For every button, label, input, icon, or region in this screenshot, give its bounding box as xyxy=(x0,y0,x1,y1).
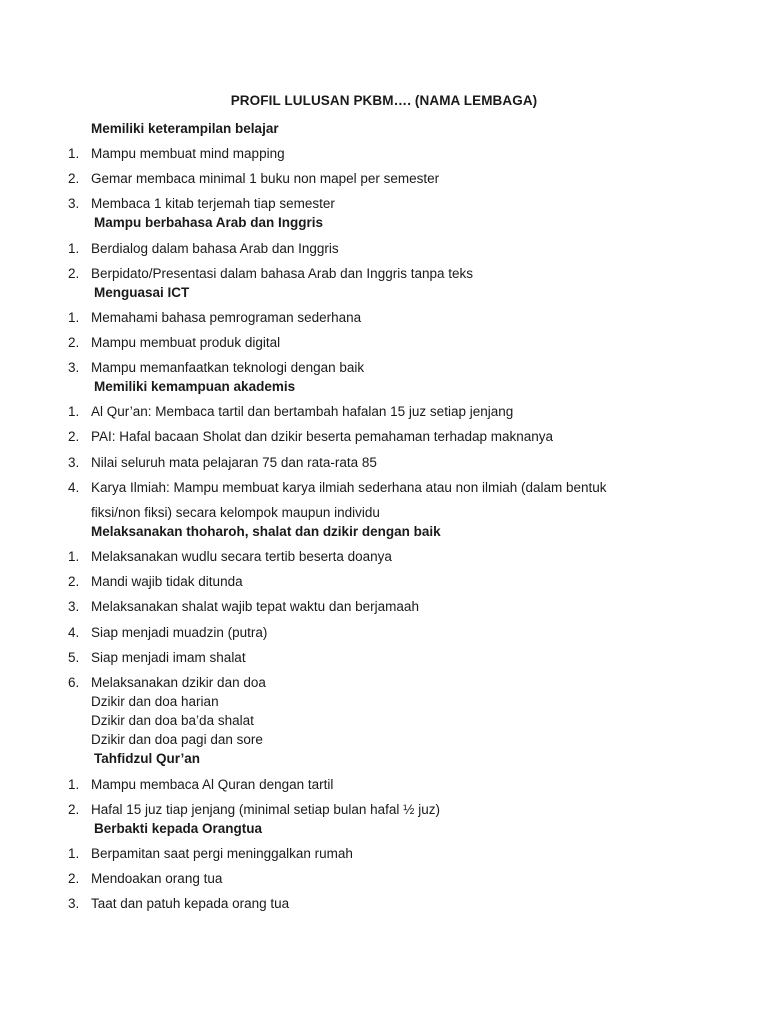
list-item-number: 4. xyxy=(68,625,80,640)
list-item: PAI: Hafal bacaan Sholat dan dzikir beserta pemahaman terhadap maknanya xyxy=(91,429,554,444)
list-item-number: 2. xyxy=(68,429,80,444)
section-heading: Melaksanakan thoharoh, shalat dan dzikir dengan baik xyxy=(91,524,441,539)
list-item: Siap menjadi muadzin (putra) xyxy=(91,625,268,640)
list-item: Siap menjadi imam shalat xyxy=(91,650,246,665)
list-item-number: 3. xyxy=(68,196,80,211)
list-item: Berpidato/Presentasi dalam bahasa Arab dan Inggris tanpa teks xyxy=(91,266,473,281)
list-item: Mampu memanfaatkan teknologi dengan baik xyxy=(91,360,365,375)
list-item: Mampu membaca Al Quran dengan tartil xyxy=(91,777,334,792)
list-item-number: 2. xyxy=(68,871,80,886)
list-item-number: 6. xyxy=(68,675,80,690)
list-item-number: 2. xyxy=(68,335,80,350)
list-item: Berpamitan saat pergi meninggalkan rumah xyxy=(91,846,353,861)
list-item: Mandi wajib tidak ditunda xyxy=(91,574,243,589)
list-item-number: 1. xyxy=(68,146,80,161)
list-item-number: 3. xyxy=(68,599,80,614)
list-item: Melaksanakan shalat wajib tepat waktu dan berjamaah xyxy=(91,599,419,614)
list-item-number: 1. xyxy=(68,777,80,792)
sub-line: Dzikir dan doa pagi dan sore xyxy=(91,732,263,747)
list-item-number: 4. xyxy=(68,480,80,495)
list-item: Karya Ilmiah: Mampu membuat karya ilmiah sederhana atau non ilmiah (dalam bentuk xyxy=(91,480,607,495)
list-item-number: 1. xyxy=(68,846,80,861)
list-item: Mampu membuat produk digital xyxy=(91,335,281,350)
list-item: Membaca 1 kitab terjemah tiap semester xyxy=(91,196,335,211)
list-item-number: 1. xyxy=(68,310,80,325)
section-heading: Berbakti kepada Orangtua xyxy=(94,821,263,836)
list-item-continuation: fiksi/non fiksi) secara kelompok maupun individu xyxy=(91,505,380,520)
list-item: Hafal 15 juz tiap jenjang (minimal setiap bulan hafal ½ juz) xyxy=(91,802,440,817)
list-item: Taat dan patuh kepada orang tua xyxy=(91,896,290,911)
list-item-number: 3. xyxy=(68,360,80,375)
list-item: Gemar membaca minimal 1 buku non mapel per semester xyxy=(91,171,440,186)
list-item-number: 5. xyxy=(68,650,80,665)
list-item-number: 2. xyxy=(68,802,80,817)
section-heading: Mampu berbahasa Arab dan Inggris xyxy=(94,215,324,230)
list-item-number: 2. xyxy=(68,574,80,589)
list-item: Melaksanakan dzikir dan doa xyxy=(91,675,266,690)
list-item-number: 2. xyxy=(68,171,80,186)
section-heading: Menguasai ICT xyxy=(94,285,190,300)
list-item: Mampu membuat mind mapping xyxy=(91,146,285,161)
list-item-number: 3. xyxy=(68,896,80,911)
list-item-number: 1. xyxy=(68,241,80,256)
list-item: Berdialog dalam bahasa Arab dan Inggris xyxy=(91,241,339,256)
list-item: Memahami bahasa pemrograman sederhana xyxy=(91,310,362,325)
sub-line: Dzikir dan doa ba’da shalat xyxy=(91,713,254,728)
list-item-number: 1. xyxy=(68,549,80,564)
section-heading: Tahfidzul Qur’an xyxy=(94,751,200,766)
page-title: PROFIL LULUSAN PKBM…. (NAMA LEMBAGA) xyxy=(230,93,538,108)
list-item-number: 3. xyxy=(68,455,80,470)
list-item: Mendoakan orang tua xyxy=(91,871,223,886)
section-heading: Memiliki keterampilan belajar xyxy=(91,121,279,136)
list-item: Al Qur’an: Membaca tartil dan bertambah hafalan 15 juz setiap jenjang xyxy=(91,404,514,419)
sub-line: Dzikir dan doa harian xyxy=(91,694,219,709)
section-heading: Memiliki kemampuan akademis xyxy=(94,379,296,394)
list-item: Nilai seluruh mata pelajaran 75 dan rata-rata 85 xyxy=(91,455,377,470)
list-item-number: 2. xyxy=(68,266,80,281)
list-item-number: 1. xyxy=(68,404,80,419)
list-item: Melaksanakan wudlu secara tertib beserta doanya xyxy=(91,549,392,564)
